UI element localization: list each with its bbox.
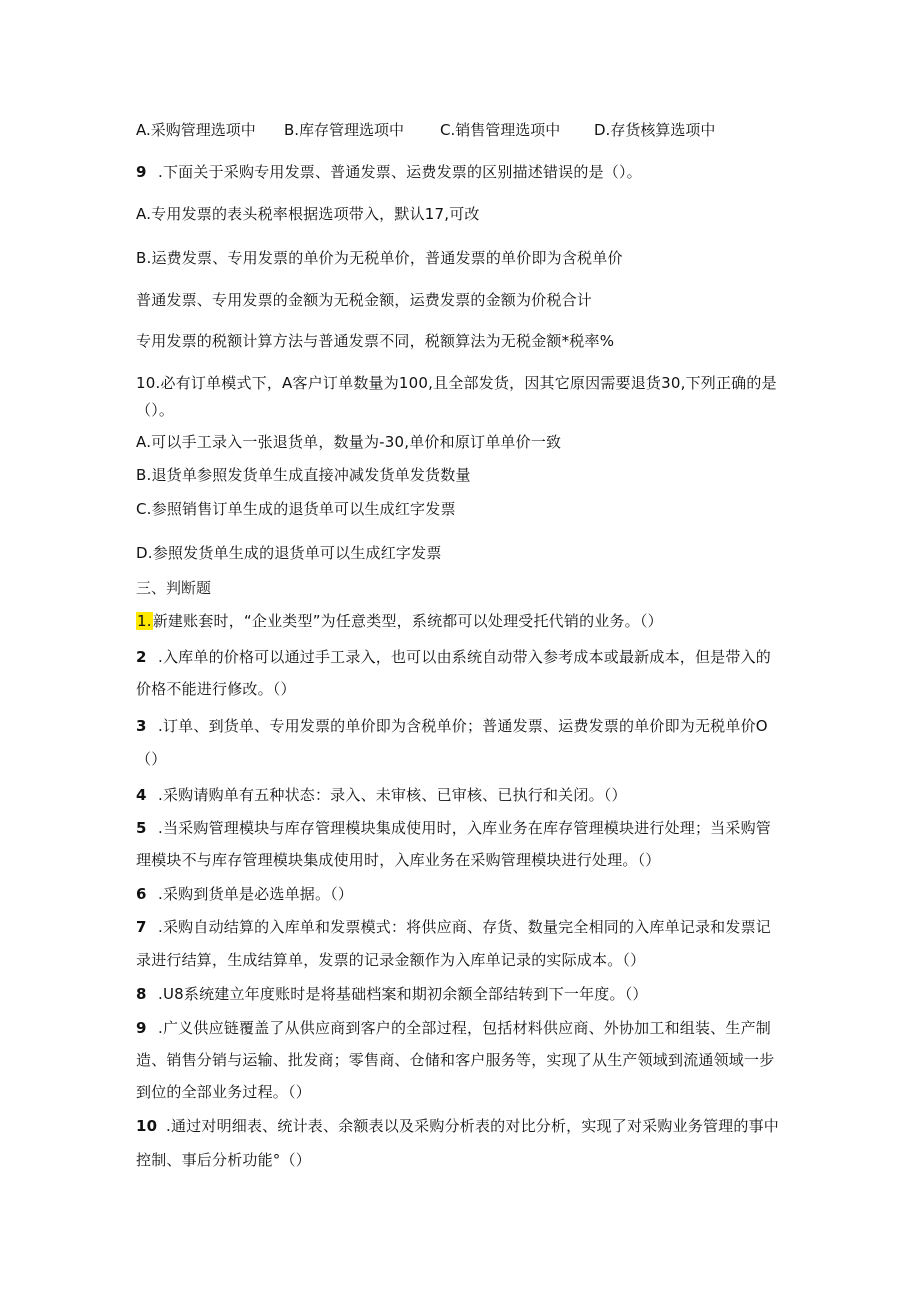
- judge-3-text: .订单、到货单、专用发票的单价即为含税单价；普通发票、运费发票的单价即为无税单价O: [158, 717, 768, 735]
- q9-option-d: 专用发票的税额计算方法与普通发票不同，税额算法为无税金额*税率%: [136, 332, 615, 350]
- judge-4-text: .采购请购单有五种状态：录入、未审核、已审核、已执行和关闭。（）: [158, 786, 627, 804]
- q10-option-b: B.退货单参照发货单生成直接冲减发货单发货数量: [136, 466, 471, 484]
- judge-item-7-line2: 录进行结算，生成结算单，发票的记录金额作为入库单记录的实际成本。（）: [136, 951, 646, 969]
- judge-item-5-line2: 理模块不与库存管理模块集成使用时，入库业务在采购管理模块进行处理。（）: [136, 851, 661, 869]
- q8-option-c: C.销售管理选项中: [440, 121, 561, 139]
- judge-10-text: .通过对明细表、统计表、余额表以及采购分析表的对比分析，实现了对采购业务管理的事中: [166, 1117, 779, 1135]
- judge-item-7-line1: [136, 917, 771, 937]
- judge-10-number: 10: [136, 1117, 158, 1135]
- judge-item-9-line3: 到位的全部业务过程。（）: [136, 1083, 311, 1101]
- q8-option-d: D.存货核算选项中: [594, 121, 716, 139]
- judge-1-number: 1.: [137, 612, 152, 630]
- judge-6-number: 6: [136, 885, 147, 903]
- judge-item-9-line1: [136, 1018, 771, 1038]
- q8-option-a: A.采购管理选项中: [136, 121, 256, 139]
- q10-stem-line2: （）。: [136, 401, 175, 419]
- q10-option-c: C.参照销售订单生成的退货单可以生成红字发票: [136, 500, 456, 518]
- judge-item-4: [136, 785, 627, 805]
- judge-4-number: 4: [136, 786, 147, 804]
- q9-stem: [136, 162, 642, 182]
- judge-item-10-line2: 控制、事后分析功能°（）: [136, 1151, 311, 1169]
- q9-option-b: B.运费发票、专用发票的单价为无税单价，普通发票的单价即为含税单价: [136, 249, 623, 267]
- q9-option-a: A.专用发票的表头税率根据选项带入，默认17,可改: [136, 205, 480, 223]
- judge-7-text: .采购自动结算的入库单和发票模式：将供应商、存货、数量完全相同的入库单记录和发票记: [158, 918, 771, 936]
- judge-item-6: [136, 884, 353, 904]
- q9-number: 9: [136, 163, 147, 181]
- judge-9-text: .广义供应链覆盖了从供应商到客户的全部过程，包括材料供应商、外协加工和组装、生产制: [158, 1019, 771, 1037]
- judge-7-number: 7: [136, 918, 147, 936]
- q8-option-b: B.库存管理选项中: [284, 121, 405, 139]
- q9-stem-text: .下面关于采购专用发票、普通发票、运费发票的区别描述错误的是（）。: [158, 163, 642, 181]
- q10-option-a: A.可以手工录入一张退货单，数量为-30,单价和原订单单价一致: [136, 433, 562, 451]
- judge-5-text: .当采购管理模块与库存管理模块集成使用时，入库业务在库存管理模块进行处理；当采购管: [158, 819, 771, 837]
- section-title-judgement: 三、判断题: [136, 579, 212, 597]
- judge-2-text: .入库单的价格可以通过手工录入，也可以由系统自动带入参考成本或最新成本，但是带入的: [158, 648, 771, 666]
- judge-item-10-line1: [136, 1116, 779, 1136]
- judge-item-3-line1: [136, 716, 768, 736]
- judge-item-9-line2: 造、销售分销与运输、批发商；零售商、仓储和客户服务等，实现了从生产领域到流通领域一步: [136, 1051, 775, 1069]
- judge-9-number: 9: [136, 1019, 147, 1037]
- judge-item-3-line2: （）: [136, 750, 167, 768]
- judge-5-number: 5: [136, 819, 147, 837]
- q10-stem-line1: 10.必有订单模式下，A客户订单数量为100,且全部发货，因其它原因需要退货30,下列正确的是: [136, 374, 777, 392]
- judge-item-2-line1: [136, 647, 771, 667]
- judge-item-1: [136, 611, 663, 631]
- judge-8-number: 8: [136, 985, 147, 1003]
- judge-item-5-line1: [136, 818, 771, 838]
- judge-8-text: .U8系统建立年度账时是将基础档案和期初余额全部结转到下一年度。（）: [158, 985, 648, 1003]
- judge-2-number: 2: [136, 648, 147, 666]
- judge-item-2-line2: 价格不能进行修改。（）: [136, 680, 296, 698]
- judge-1-text: 新建账套时，“企业类型”为任意类型，系统都可以处理受托代销的业务。（）: [152, 612, 663, 630]
- judge-6-text: .采购到货单是必选单据。（）: [158, 885, 354, 903]
- q10-option-d: D.参照发货单生成的退货单可以生成红字发票: [136, 544, 442, 562]
- judge-3-number: 3: [136, 717, 147, 735]
- q9-option-c: 普通发票、专用发票的金额为无税金额，运费发票的金额为价税合计: [136, 291, 593, 309]
- judge-item-8: [136, 984, 648, 1004]
